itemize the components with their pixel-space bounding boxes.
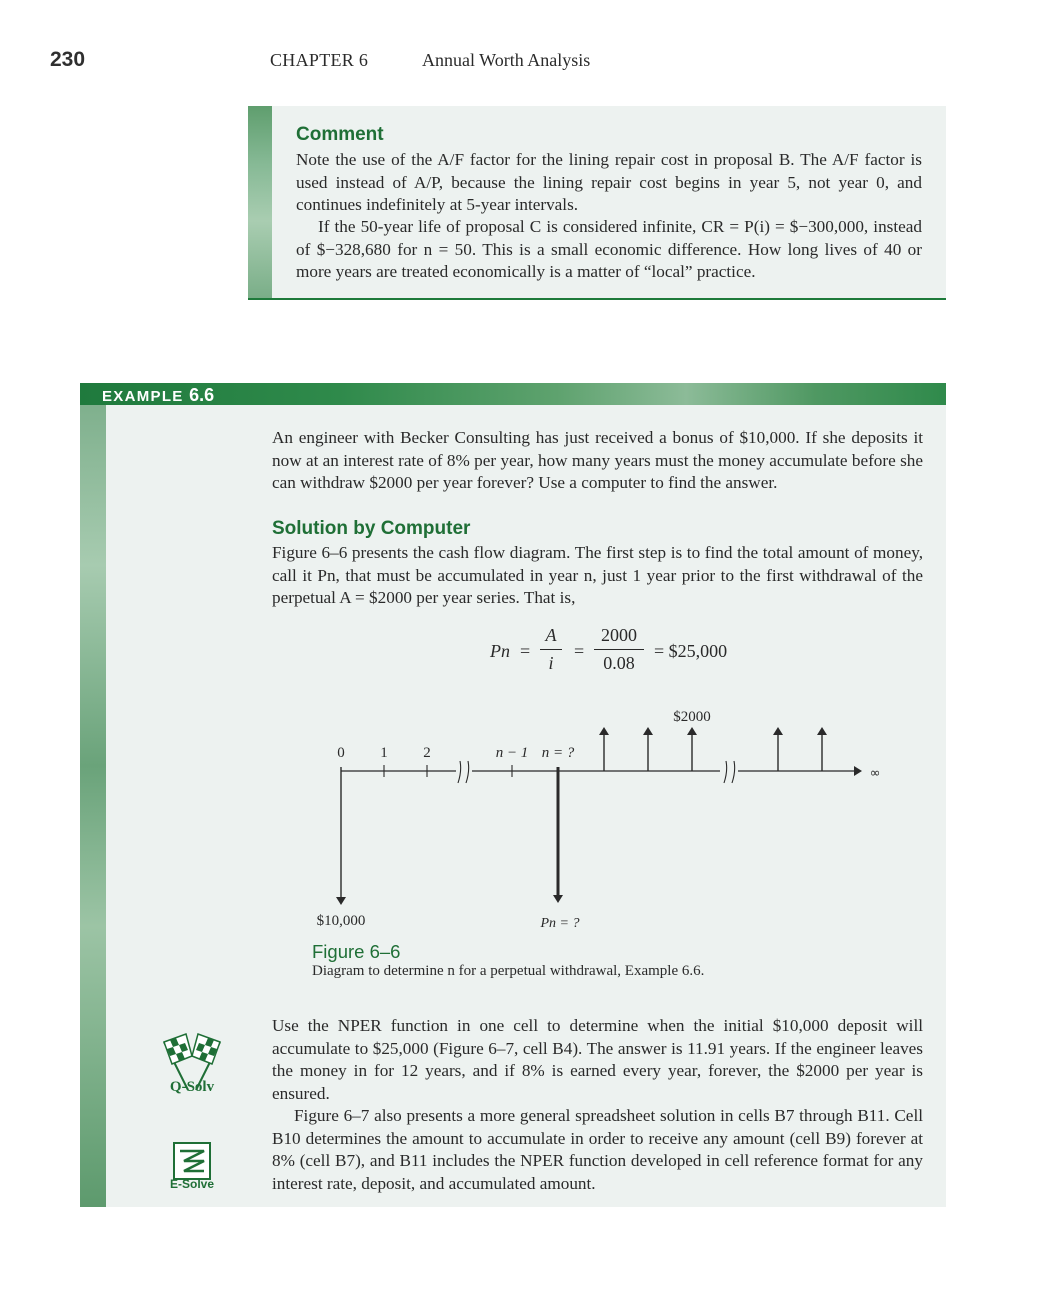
tick-label-1: 1 (380, 745, 388, 761)
solution-paragraph-3: Figure 6–7 also presents a more general spreadsheet solution in cells B7 through B11. Cell B10 determines the amount to accumulate in order to receive any amount (cell B9) forever at 8% (cell B7), and B11 includes the NPER function developed in cell reference format for any interest rate, deposit, and accumulated amount. (272, 1106, 923, 1193)
axis-break-1 (458, 761, 469, 783)
tick-label-n-minus-1: n − 1 (495, 745, 529, 761)
tick-label-0: 0 (337, 745, 345, 761)
running-head-chapter: CHAPTER 6 (270, 50, 369, 70)
example-header-bar (80, 383, 946, 405)
equation-equals-1: = (520, 641, 531, 661)
figure-title: Figure 6–6 (312, 941, 401, 962)
running-head-title: Annual Worth Analysis (422, 50, 591, 70)
cash-flow-diagram (298, 703, 888, 943)
infinity-symbol: ∞ (869, 766, 881, 781)
equation (490, 623, 790, 683)
problem-statement: An engineer with Becker Consulting has just received a bonus of $10,000. If she deposits it now at an interest rate of 8% per year, how many years must the money accumulate before she can withdraw $2000 per year forever? Use a computer to find the answer. (272, 428, 923, 492)
equation-frac2-bar (594, 649, 644, 650)
comment-paragraph-1: Note the use of the A/F factor for the lining repair cost in proposal B. The A/F factor is used instead of A/P, because the lining repair cost begins in year 5, not year 0, and continues indefinitely at 5-year intervals. (296, 150, 922, 214)
axis-break-2 (724, 761, 735, 783)
equation-frac1-bar (540, 649, 562, 650)
page-number: 230 (50, 48, 86, 71)
figure-caption: Diagram to determine n for a perpetual withdrawal, Example 6.6. (312, 963, 705, 979)
esolve-label: E-Solve (169, 1177, 214, 1191)
spreadsheet-icon (172, 1141, 212, 1181)
tick-label-2: 2 (423, 745, 431, 761)
solution-paragraph-1: Figure 6–6 presents the cash flow diagram. The first step is to find the total amount of money, call it Pn, that must be accumulated in year n, just 1 year prior to the first withdrawal of the perpetual A = $2000 per year series. That is, (272, 543, 923, 607)
equation-frac2-num: 2000 (601, 625, 637, 645)
comment-paragraph-2: If the 50-year life of proposal C is considered infinite, CR = P(i) = $−300,000, instead of $−328,680 for n = 50. This is a small economic difference. How long lives of 40 or more years are treated economically is a matter of “local” practice. (296, 217, 922, 281)
example-label (102, 385, 214, 406)
equation-frac2-den: 0.08 (603, 653, 635, 673)
example-box (80, 405, 946, 1207)
accumulated-label: Pn = ? (540, 916, 580, 931)
withdrawal-label: $2000 (673, 709, 711, 725)
equation-frac1-num: A (545, 625, 557, 645)
comment-box (248, 106, 946, 300)
example-label-text: EXAMPLE (102, 388, 184, 405)
deposit-label: $10,000 (316, 913, 366, 929)
equation-frac1-den: i (548, 653, 554, 673)
solution-paragraph-2: Use the NPER function in one cell to determine when the initial $10,000 deposit will accumulate to $25,000 (Figure 6–7, cell B4). The answer is 11.91 years. If the engineer leaves the money in for 12 years, and if 8% is earned every year, forever, the $2000 per year is ensured. (272, 1016, 923, 1103)
qsolv-label: Q-Solv (169, 1079, 215, 1095)
equation-result: = $25,000 (654, 641, 728, 661)
tick-label-n: n = ? (541, 745, 575, 761)
comment-side-strip (248, 106, 272, 298)
solution-heading: Solution by Computer (272, 518, 471, 539)
example-number: 6.6 (189, 385, 215, 405)
comment-heading: Comment (296, 124, 384, 145)
equation-equals-2: = (574, 641, 585, 661)
example-side-strip (80, 405, 106, 1207)
equation-lhs: Pn (490, 641, 510, 661)
